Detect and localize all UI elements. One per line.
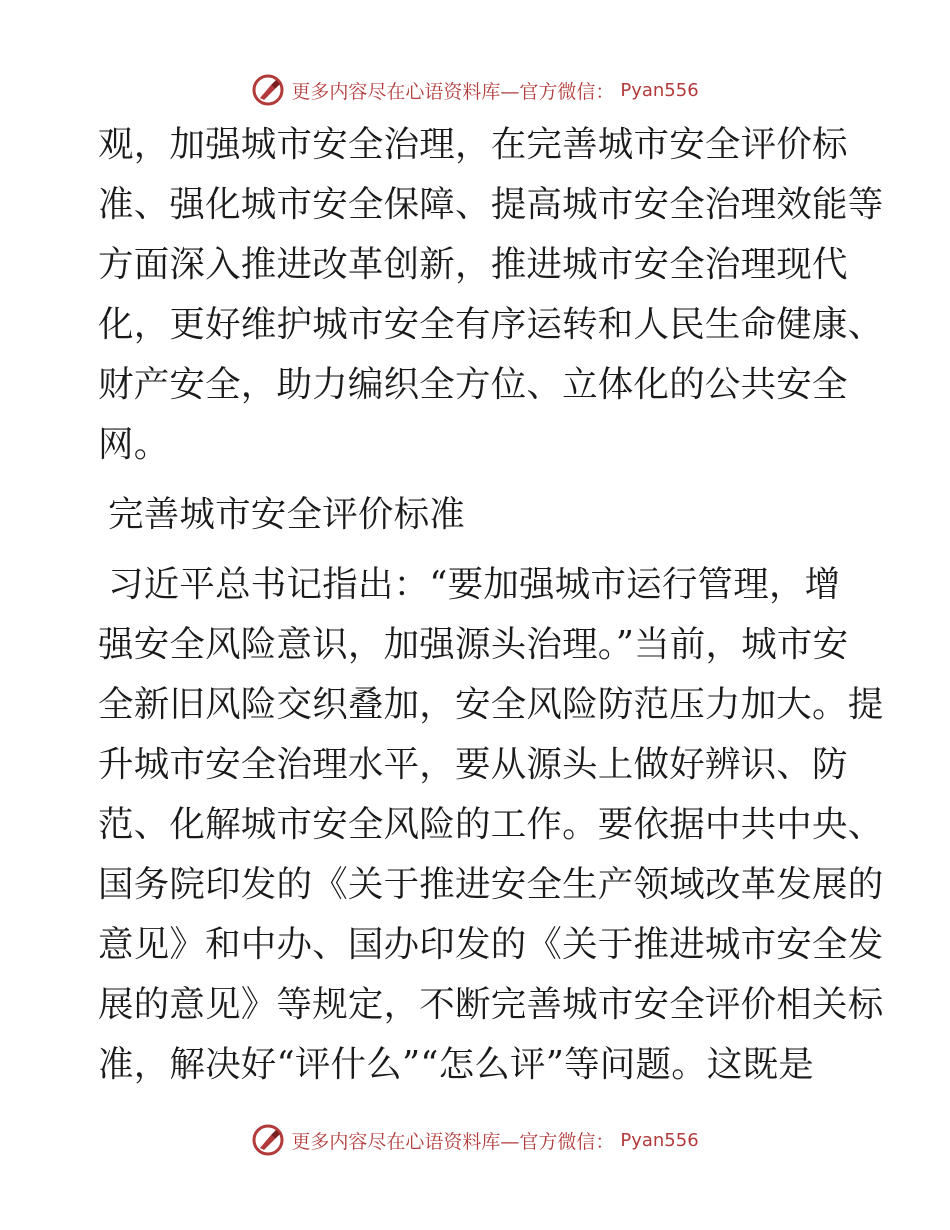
watermark-wechat-id: Pyan556 xyxy=(620,79,699,101)
watermark-footer xyxy=(0,1120,950,1160)
text-line: 意见》和中办、国办印发的《关于推进城市安全发 xyxy=(98,924,884,965)
text-line: 准，解决好“评什么”“怎么评”等问题。这既是 xyxy=(98,1044,814,1085)
paragraph-intro-continued xyxy=(98,115,884,475)
text-line: 化，更好维护城市安全有序运转和人民生命健康、 xyxy=(98,304,884,345)
watermark-text: 更多内容尽在心语资料库—官方微信： xyxy=(291,80,615,103)
paragraph-section-body-continued xyxy=(98,615,884,1095)
text-line: 升城市安全治理水平，要从源头上做好辨识、防 xyxy=(98,744,848,785)
text-line: 方面深入推进改革创新，推进城市安全治理现代 xyxy=(98,244,848,285)
pen-nib-logo-icon xyxy=(251,1123,285,1157)
text-line: 国务院印发的《关于推进安全生产领域改革发展的 xyxy=(98,864,884,905)
text-line: 全新旧风险交织叠加，安全风险防范压力加大。提 xyxy=(98,684,884,725)
watermark-wechat-id: Pyan556 xyxy=(620,1129,699,1151)
pen-nib-logo-icon xyxy=(251,73,285,107)
text-line: 展的意见》等规定，不断完善城市安全评价相关标 xyxy=(98,984,884,1025)
document-body xyxy=(98,115,884,1095)
text-line: 准、强化城市安全保障、提高城市安全治理效能等 xyxy=(98,184,884,225)
watermark-header xyxy=(0,70,950,110)
section-heading: 完善城市安全评价标准 xyxy=(108,494,466,535)
text-line: 观，加强城市安全治理，在完善城市安全评价标 xyxy=(98,124,848,165)
text-line: 习近平总书记指出：“要加强城市运行管理，增 xyxy=(108,564,841,605)
text-line: 范、化解城市安全风险的工作。要依据中共中央、 xyxy=(98,804,884,845)
text-line: 财产安全，助力编织全方位、立体化的公共安全 xyxy=(98,364,848,405)
watermark-text: 更多内容尽在心语资料库—官方微信： xyxy=(291,1130,615,1153)
text-line: 强安全风险意识，加强源头治理。”当前，城市安 xyxy=(98,624,849,665)
paragraph-section-body xyxy=(98,555,858,615)
text-line: 网。 xyxy=(98,424,170,465)
